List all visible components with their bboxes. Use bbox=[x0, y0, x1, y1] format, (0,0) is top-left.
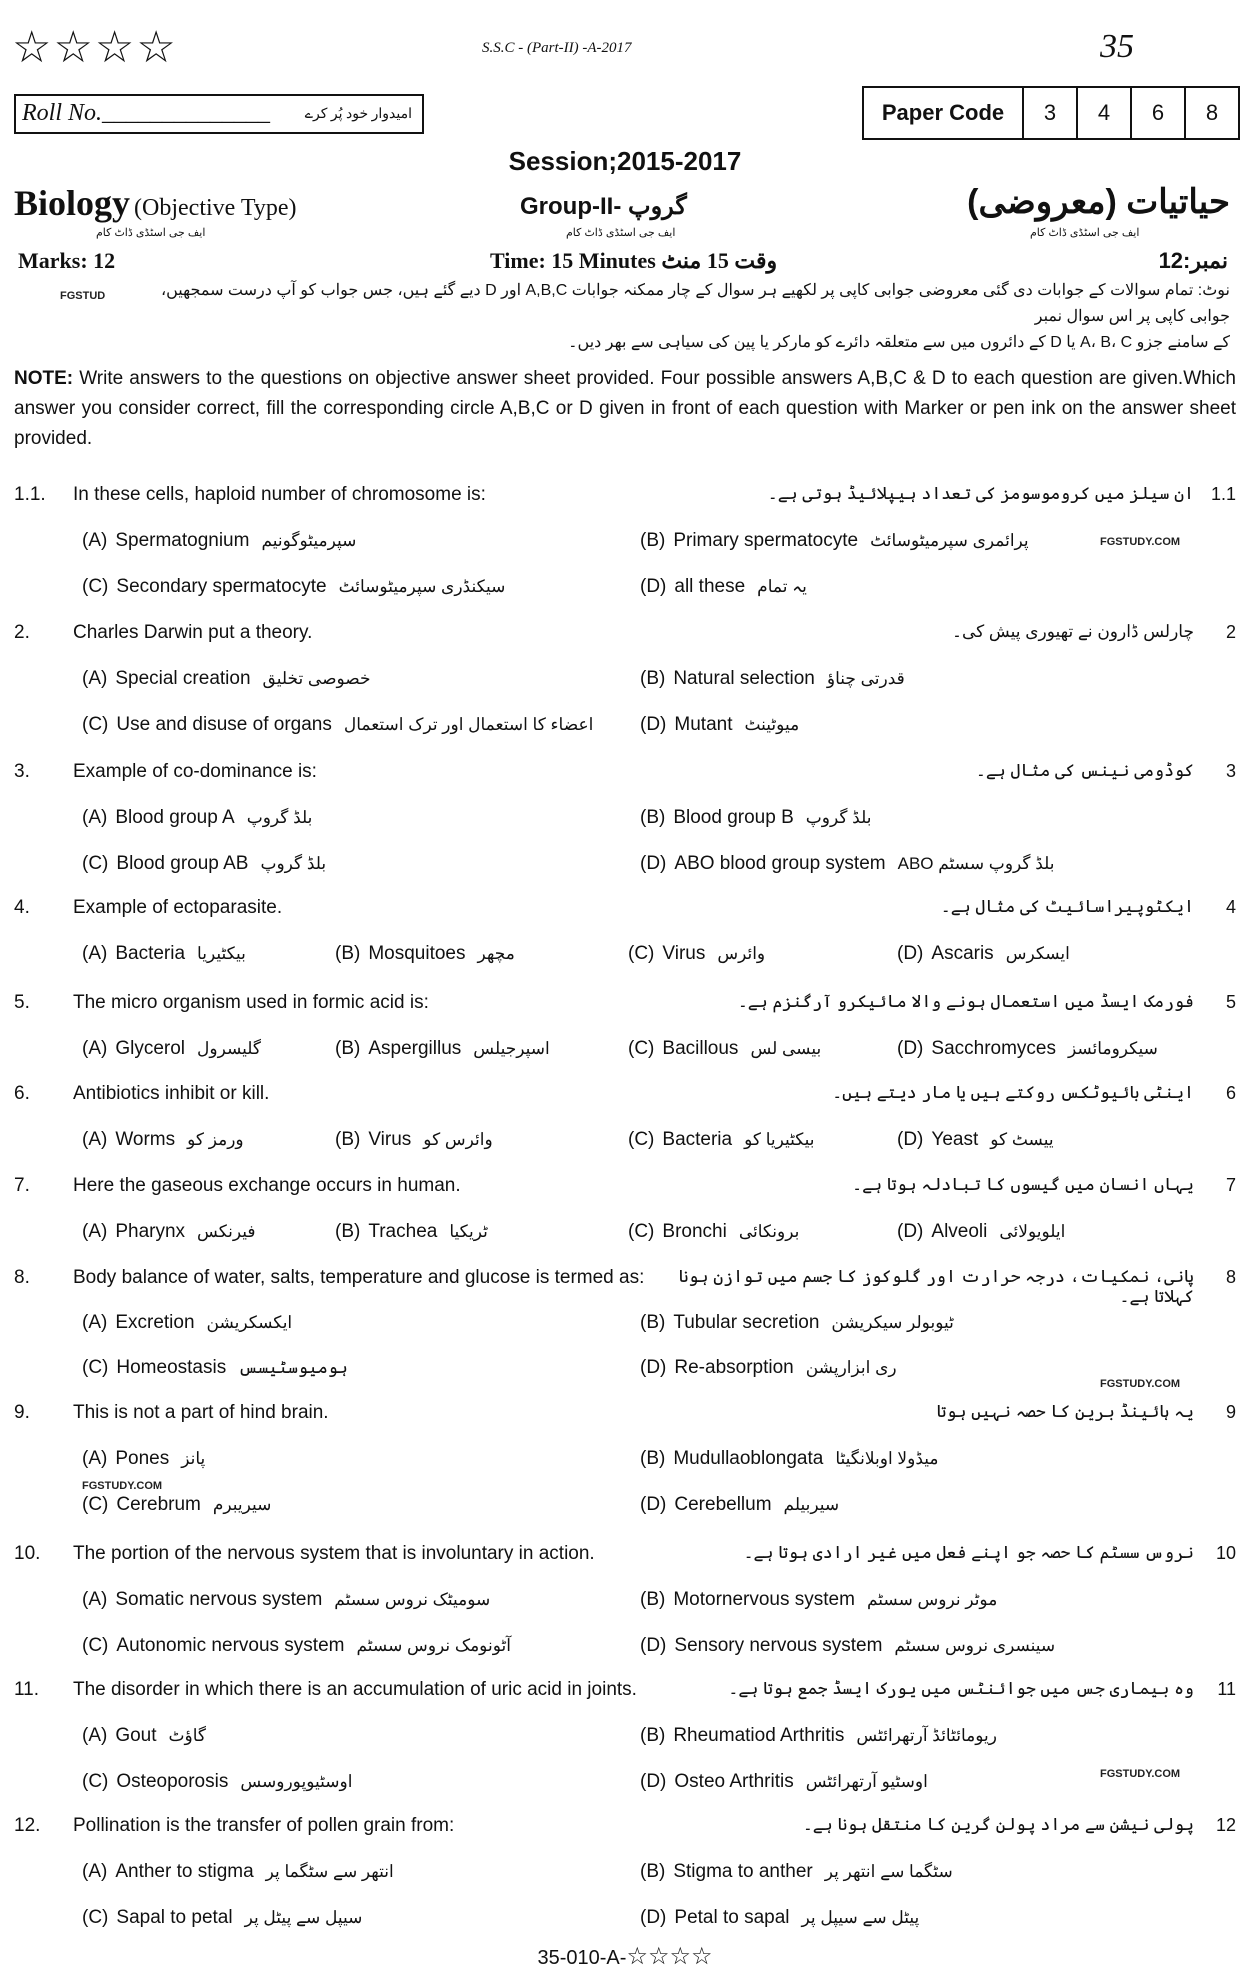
option-text: Autonomic nervous system bbox=[116, 1635, 345, 1656]
question-number: 7. bbox=[14, 1175, 30, 1196]
footer-stars: ☆☆☆☆ bbox=[626, 1942, 713, 1970]
option-text: Somatic nervous system bbox=[115, 1589, 323, 1610]
question-number: 8. bbox=[14, 1267, 30, 1288]
question-text-urdu: یہاں انسان میں گیسوں کا تبادلہ ہوتا ہے۔ bbox=[852, 1175, 1194, 1194]
option-text: Motornervous system bbox=[673, 1589, 855, 1610]
option-text-urdu: بلڈ گروپ bbox=[805, 808, 872, 827]
option-text: Petal to sapal bbox=[674, 1907, 790, 1928]
option-d bbox=[640, 853, 1055, 875]
option-c bbox=[82, 714, 593, 736]
option-label: (C) bbox=[82, 853, 109, 874]
question-text: Charles Darwin put a theory. bbox=[73, 622, 313, 643]
session: Session;2015-2017 bbox=[508, 146, 742, 176]
option-label: (B) bbox=[335, 1038, 361, 1059]
option-text: Pharynx bbox=[115, 1221, 186, 1242]
option-d bbox=[640, 1635, 1055, 1657]
footer-code bbox=[0, 1942, 1250, 1970]
option-text: Virus bbox=[662, 943, 706, 964]
option-text-urdu: ٹیوبولر سیکریشن bbox=[831, 1313, 954, 1332]
option-text-urdu: سیپل سے پیٹل پر bbox=[244, 1908, 363, 1927]
subject-urdu: حیاتیات (معروضی) bbox=[967, 183, 1230, 221]
option-text: Stigma to anther bbox=[673, 1861, 813, 1882]
question-number-urdu: 6 bbox=[1225, 1083, 1236, 1103]
subject: Biology bbox=[14, 183, 131, 223]
option-label: (D) bbox=[640, 1907, 667, 1928]
watermark: FGSTUDY.COM bbox=[1100, 536, 1181, 548]
option-b bbox=[640, 807, 871, 829]
stars-mark: ☆☆☆☆ bbox=[12, 22, 178, 73]
question-text-urdu: ان سیلز میں کروموسومز کی تعداد ہیپلائیڈ ہوتی ہے۔ bbox=[767, 484, 1194, 503]
question-4 bbox=[0, 897, 1250, 919]
option-b bbox=[640, 1312, 954, 1334]
option-text: Bronchi bbox=[662, 1221, 727, 1242]
option-a bbox=[82, 1038, 261, 1060]
watermark: FGSTUDY.COM bbox=[1100, 1768, 1181, 1780]
option-text: Bacteria bbox=[662, 1129, 733, 1150]
option-d bbox=[640, 576, 807, 598]
question-text-urdu: پانی، نمکیات، درجہ حرارت اور گلوکوز کا جسم میں توازن ہونا کہلاتا ہے۔ bbox=[678, 1267, 1194, 1306]
option-label: (A) bbox=[82, 943, 108, 964]
option-label: (A) bbox=[82, 807, 108, 828]
question-text: This is not a part of hind brain. bbox=[73, 1402, 329, 1423]
option-text: Excretion bbox=[115, 1312, 195, 1333]
option-text: Special creation bbox=[115, 668, 251, 689]
option-text: Alveoli bbox=[931, 1221, 988, 1242]
option-text: all these bbox=[674, 576, 746, 597]
option-label: (B) bbox=[640, 1861, 666, 1882]
option-text-urdu: پرائمری سپرمیٹوسائٹ bbox=[870, 531, 1029, 550]
option-label: (C) bbox=[628, 1129, 655, 1150]
option-c bbox=[628, 943, 765, 965]
option-text-urdu: سیربیلم bbox=[783, 1495, 840, 1514]
option-label: (C) bbox=[82, 1907, 109, 1928]
option-text: Aspergillus bbox=[368, 1038, 462, 1059]
option-label: (A) bbox=[82, 1221, 108, 1242]
roll-number-box[interactable] bbox=[14, 94, 424, 134]
question-number: 1.1. bbox=[14, 484, 46, 505]
option-label: (C) bbox=[628, 943, 655, 964]
option-label: (D) bbox=[640, 576, 667, 597]
question-number: 12. bbox=[14, 1815, 41, 1836]
option-text-urdu: ورمز کو bbox=[187, 1130, 244, 1149]
option-text: Osteo Arthritis bbox=[674, 1771, 794, 1792]
handwritten-mark: 35 bbox=[1100, 28, 1134, 65]
option-text-urdu: قدرتی چناؤ bbox=[826, 669, 905, 688]
note-urdu-line-2: کے سامنے جزو A، B، C یا D کے دائروں میں سے متعلقہ دائرے کو مارکر یا پین کی سیاہی سے بھر دیں۔ bbox=[568, 334, 1230, 351]
option-c bbox=[82, 1771, 352, 1793]
question-text-urdu: یہ ہائینڈ برین کا حصہ نہیں ہوتا bbox=[936, 1402, 1194, 1421]
option-d bbox=[640, 1357, 897, 1379]
option-text-urdu: سیکنڈری سپرمیٹوسائٹ bbox=[338, 577, 506, 596]
option-label: (D) bbox=[640, 1771, 667, 1792]
option-text: Glycerol bbox=[115, 1038, 186, 1059]
option-label: (B) bbox=[640, 1589, 666, 1610]
question-3 bbox=[0, 761, 1250, 783]
option-text: Worms bbox=[115, 1129, 176, 1150]
option-c bbox=[82, 853, 326, 875]
question-number-urdu: 4 bbox=[1225, 897, 1236, 917]
option-text-urdu: سیکرومائسز bbox=[1068, 1039, 1158, 1058]
paper-type: (Objective Type) bbox=[134, 195, 297, 221]
option-text-urdu: ییسٹ کو bbox=[990, 1130, 1054, 1149]
option-text-urdu: ABO بلڈ گروپ سسٹم bbox=[897, 854, 1055, 873]
option-label: (B) bbox=[640, 1725, 666, 1746]
option-text-urdu: وائرس bbox=[717, 944, 766, 963]
option-label: (C) bbox=[82, 576, 109, 597]
question-text-urdu: ایکٹوپیراسائیٹ کی مثال ہے۔ bbox=[940, 897, 1194, 916]
option-a bbox=[82, 1589, 490, 1611]
note-urdu bbox=[150, 278, 1230, 356]
option-label: (D) bbox=[897, 1221, 924, 1242]
question-1 bbox=[0, 484, 1250, 506]
option-text-urdu: پیٹل سے سیپل پر bbox=[801, 1908, 920, 1927]
option-b bbox=[335, 1221, 488, 1243]
question-number: 11. bbox=[14, 1679, 40, 1700]
option-text-urdu: ہومیوسٹیسس bbox=[238, 1358, 348, 1377]
option-a bbox=[82, 1129, 244, 1151]
option-label: (C) bbox=[82, 1494, 109, 1515]
option-text-urdu: برونکائی bbox=[738, 1222, 800, 1241]
question-number-urdu: 5 bbox=[1225, 992, 1236, 1012]
option-text-urdu: سٹگما سے انتھر پر bbox=[824, 1862, 953, 1881]
option-text-urdu: میوٹینٹ bbox=[744, 715, 800, 734]
question-number-urdu: 3 bbox=[1225, 761, 1236, 781]
option-label: (C) bbox=[82, 1357, 109, 1378]
option-text-urdu: بیسی لس bbox=[750, 1039, 822, 1058]
option-text: Sensory nervous system bbox=[674, 1635, 883, 1656]
option-d bbox=[897, 1221, 1065, 1243]
option-label: (C) bbox=[82, 1771, 109, 1792]
option-text: Cerebellum bbox=[674, 1494, 772, 1515]
option-b bbox=[335, 943, 515, 965]
option-text: Sapal to petal bbox=[116, 1907, 233, 1928]
option-b bbox=[640, 1589, 997, 1611]
option-text: Bacteria bbox=[115, 943, 186, 964]
question-8 bbox=[0, 1267, 1250, 1307]
option-label: (A) bbox=[82, 668, 108, 689]
option-text-urdu: ری ابزارپشن bbox=[805, 1358, 897, 1377]
question-number-urdu: 2 bbox=[1225, 622, 1236, 642]
option-text-urdu: میڈولا اوبلانگیٹا bbox=[835, 1449, 939, 1468]
option-text-urdu: ایسکرس bbox=[1005, 944, 1070, 963]
option-label: (A) bbox=[82, 1312, 108, 1333]
question-text: The micro organism used in formic acid is: bbox=[73, 992, 429, 1013]
option-d bbox=[640, 1771, 928, 1793]
option-label: (C) bbox=[628, 1038, 655, 1059]
question-text: Antibiotics inhibit or kill. bbox=[73, 1083, 270, 1104]
option-label: (D) bbox=[897, 1038, 924, 1059]
option-text: Ascaris bbox=[931, 943, 994, 964]
option-text: Blood group AB bbox=[116, 853, 249, 874]
option-text: Mudullaoblongata bbox=[673, 1448, 824, 1469]
subject-title bbox=[14, 182, 297, 224]
option-text-urdu: مچھر bbox=[477, 944, 515, 963]
roll-urdu-label: امیدوار خود پُر کرے bbox=[304, 107, 412, 122]
option-text: Osteoporosis bbox=[116, 1771, 229, 1792]
option-text: Spermatognium bbox=[115, 530, 250, 551]
option-text-urdu: بیکٹیریا bbox=[197, 944, 246, 963]
option-text: Rheumatiod Arthritis bbox=[673, 1725, 845, 1746]
question-text: The portion of the nervous system that is involuntary in action. bbox=[73, 1543, 595, 1564]
paper-code-digit: 8 bbox=[1184, 88, 1238, 138]
option-label: (D) bbox=[897, 1129, 924, 1150]
paper-code-box bbox=[862, 86, 1240, 140]
option-text-urdu: ایکسکریشن bbox=[206, 1313, 293, 1332]
option-d bbox=[897, 1038, 1158, 1060]
option-text: Blood group A bbox=[115, 807, 235, 828]
option-b bbox=[640, 1725, 997, 1747]
question-10 bbox=[0, 1543, 1250, 1565]
option-text-urdu: گلیسرول bbox=[197, 1039, 261, 1058]
question-text-urdu: نروس سسٹم کا حصہ جو اپنے فعل میں غیر ارادی ہوتا ہے۔ bbox=[743, 1543, 1194, 1562]
watermark-urdu: ایف جی اسٹڈی ڈاٹ کام bbox=[566, 227, 676, 239]
option-a bbox=[82, 1448, 205, 1470]
option-label: (D) bbox=[640, 1635, 667, 1656]
watermark-urdu: ایف جی اسٹڈی ڈاٹ کام bbox=[1030, 227, 1140, 239]
watermark-urdu: ایف جی اسٹڈی ڈاٹ کام bbox=[96, 227, 206, 239]
option-text: Gout bbox=[115, 1725, 157, 1746]
question-text-urdu: پولی نیشن سے مراد پولن گرین کا منتقل ہونا ہے۔ bbox=[802, 1815, 1194, 1834]
option-label: (B) bbox=[335, 1129, 361, 1150]
option-text-urdu: فیرنکس bbox=[197, 1222, 256, 1241]
paper-code-digit: 6 bbox=[1130, 88, 1184, 138]
option-text-urdu: یہ تمام bbox=[757, 577, 807, 596]
option-a bbox=[82, 530, 356, 552]
option-text-urdu: ایلویولائی bbox=[999, 1222, 1066, 1241]
question-number: 10. bbox=[14, 1543, 41, 1564]
question-number-urdu: 8 bbox=[1225, 1267, 1236, 1287]
option-text: Primary spermatocyte bbox=[673, 530, 859, 551]
option-text-urdu: پانز bbox=[181, 1449, 206, 1468]
option-a bbox=[82, 943, 246, 965]
option-text-urdu: وائرس کو bbox=[423, 1130, 493, 1149]
option-a bbox=[82, 1312, 292, 1334]
option-a bbox=[82, 807, 312, 829]
option-text-urdu: خصوصی تخلیق bbox=[262, 669, 371, 688]
option-c bbox=[82, 1907, 362, 1929]
question-2 bbox=[0, 622, 1250, 644]
question-number: 5. bbox=[14, 992, 30, 1013]
watermark: FGSTUD bbox=[60, 290, 106, 302]
question-6 bbox=[0, 1083, 1250, 1105]
paper-code-digit: 4 bbox=[1076, 88, 1130, 138]
group: Group-II- گروپ bbox=[520, 193, 687, 220]
option-a bbox=[82, 1725, 206, 1747]
option-text: Trachea bbox=[368, 1221, 438, 1242]
roll-label: Roll No.______________ bbox=[22, 100, 271, 126]
paper-code-digit: 3 bbox=[1022, 88, 1076, 138]
option-text-urdu: موٹر نروس سسٹم bbox=[866, 1590, 998, 1609]
option-label: (A) bbox=[82, 1861, 108, 1882]
option-c bbox=[82, 1494, 271, 1516]
option-c bbox=[628, 1038, 821, 1060]
option-label: (D) bbox=[640, 714, 667, 735]
option-label: (C) bbox=[82, 1635, 109, 1656]
option-text: Virus bbox=[368, 1129, 412, 1150]
option-label: (B) bbox=[335, 1221, 361, 1242]
question-number: 6. bbox=[14, 1083, 30, 1104]
option-a bbox=[82, 1861, 394, 1883]
option-b bbox=[335, 1038, 550, 1060]
option-label: (A) bbox=[82, 1038, 108, 1059]
question-text: Pollination is the transfer of pollen grain from: bbox=[73, 1815, 455, 1836]
option-text: Tubular secretion bbox=[673, 1312, 820, 1333]
note-english bbox=[14, 364, 1236, 454]
paper-code-label: Paper Code bbox=[881, 100, 1005, 125]
option-text-urdu: سومیٹک نروس سسٹم bbox=[334, 1590, 491, 1609]
option-label: (D) bbox=[640, 1357, 667, 1378]
option-text-urdu: بیکٹیریا کو bbox=[744, 1130, 815, 1149]
option-text-urdu: ریومائٹائڈ آرتھرائٹس bbox=[856, 1726, 997, 1745]
option-label: (A) bbox=[82, 1129, 108, 1150]
question-5 bbox=[0, 992, 1250, 1014]
note-urdu-line-1: نوٹ: تمام سوالات کے جوابات دی گئی معروضی جوابی کاپی پر لکھیے ہر سوال کے چار ممکنہ جوابات A,B,C اور D دیے گئے ہیں، جس جواب کو آپ درست سمجھیں، جوابی کاپی پر اس سوال نمبر bbox=[160, 282, 1230, 325]
question-9 bbox=[0, 1402, 1250, 1424]
question-number: 3. bbox=[14, 761, 30, 782]
question-number: 9. bbox=[14, 1402, 30, 1423]
option-text-urdu: بلڈ گروپ bbox=[246, 808, 313, 827]
option-c bbox=[82, 1357, 348, 1379]
option-a bbox=[82, 668, 371, 690]
option-text: Anther to stigma bbox=[115, 1861, 254, 1882]
option-text: ABO blood group system bbox=[674, 853, 886, 874]
option-d bbox=[640, 1494, 839, 1516]
option-text-urdu: اوسٹیو آرتھرائٹس bbox=[805, 1772, 928, 1791]
option-b bbox=[640, 1861, 953, 1883]
question-text-urdu: چارلس ڈارون نے تھیوری پیش کی۔ bbox=[951, 622, 1194, 641]
marks: Marks: 12 bbox=[18, 248, 116, 273]
option-text-urdu: سیریبرم bbox=[212, 1495, 272, 1514]
option-text-urdu: بلڈ گروپ bbox=[260, 854, 327, 873]
option-label: (A) bbox=[82, 530, 108, 551]
option-text-urdu: انتھر سے سٹگما پر bbox=[265, 1862, 394, 1881]
option-label: (B) bbox=[640, 1312, 666, 1333]
question-number: 2. bbox=[14, 622, 30, 643]
option-label: (A) bbox=[82, 1448, 108, 1469]
note-label: NOTE: bbox=[14, 368, 74, 389]
option-label: (B) bbox=[335, 943, 361, 964]
option-c bbox=[628, 1221, 799, 1243]
option-d bbox=[640, 1907, 919, 1929]
option-text: Cerebrum bbox=[116, 1494, 201, 1515]
question-number-urdu: 1.1 bbox=[1210, 484, 1236, 504]
option-label: (B) bbox=[640, 668, 666, 689]
option-text: Use and disuse of organs bbox=[116, 714, 332, 735]
question-text: The disorder in which there is an accumulation of uric acid in joints. bbox=[73, 1679, 637, 1700]
option-text: Yeast bbox=[931, 1129, 979, 1150]
question-text-urdu: اینٹی بائیوٹکس روکتے ہیں یا مار دیتے ہیں۔ bbox=[832, 1083, 1194, 1102]
option-b bbox=[640, 668, 905, 690]
watermark: FGSTUDY.COM bbox=[82, 1480, 163, 1492]
time: Time: 15 Minutes وقت 15 منٹ bbox=[490, 248, 778, 273]
option-text: Homeostasis bbox=[116, 1357, 227, 1378]
question-text: Example of co-dominance is: bbox=[73, 761, 317, 782]
option-text-urdu: اعضاء کا استعمال اور ترک استعمال bbox=[343, 715, 594, 734]
option-text: Pones bbox=[115, 1448, 170, 1469]
option-text: Blood group B bbox=[673, 807, 794, 828]
question-7 bbox=[0, 1175, 1250, 1197]
option-label: (B) bbox=[640, 807, 666, 828]
option-text: Mutant bbox=[674, 714, 733, 735]
question-number-urdu: 9 bbox=[1225, 1402, 1236, 1422]
question-number: 4. bbox=[14, 897, 30, 918]
option-b bbox=[640, 530, 1029, 552]
question-number-urdu: 10 bbox=[1215, 1543, 1236, 1563]
option-label: (B) bbox=[640, 530, 666, 551]
question-text: Body balance of water, salts, temperature and glucose is termed as: bbox=[73, 1267, 645, 1288]
option-c bbox=[628, 1129, 815, 1151]
option-b bbox=[640, 1448, 939, 1470]
option-text-urdu: سپرمیٹوگونیم bbox=[261, 531, 357, 550]
option-label: (B) bbox=[640, 1448, 666, 1469]
option-text-urdu: گاؤٹ bbox=[168, 1726, 207, 1745]
option-label: (D) bbox=[897, 943, 924, 964]
option-c bbox=[82, 576, 505, 598]
question-text-urdu: وہ بیماری جس میں جوائنٹس میں یورک ایسڈ جمع ہوتا ہے۔ bbox=[728, 1679, 1194, 1698]
option-text-urdu: سینسری نروس سسٹم bbox=[894, 1636, 1056, 1655]
option-label: (C) bbox=[82, 714, 109, 735]
option-text: Bacillous bbox=[662, 1038, 739, 1059]
question-11 bbox=[0, 1679, 1250, 1701]
option-b bbox=[335, 1129, 493, 1151]
note-text: Write answers to the questions on objective answer sheet provided. Four possible answers A,B,C & D to each question are given.Which answer you consider correct, fill the corresponding circle A,B,C or D given in front of each question with Marker or pen ink on the answer sheet provided. bbox=[14, 368, 1236, 449]
option-text-urdu: اوسٹیوپوروسس bbox=[240, 1772, 353, 1791]
option-text: Mosquitoes bbox=[368, 943, 466, 964]
option-text: Re-absorption bbox=[674, 1357, 794, 1378]
option-text: Natural selection bbox=[673, 668, 815, 689]
option-text-urdu: اسپرجیلس bbox=[473, 1039, 550, 1058]
question-text: In these cells, haploid number of chromosome is: bbox=[73, 484, 486, 505]
option-label: (D) bbox=[640, 853, 667, 874]
question-number-urdu: 11 bbox=[1217, 1679, 1236, 1699]
option-d bbox=[897, 1129, 1054, 1151]
footer-code-text: 35-010-A- bbox=[537, 1947, 627, 1969]
marks-urdu: نمبر:12 bbox=[1158, 248, 1228, 273]
question-number-urdu: 7 bbox=[1225, 1175, 1236, 1195]
question-number-urdu: 12 bbox=[1215, 1815, 1236, 1835]
option-label: (C) bbox=[628, 1221, 655, 1242]
option-label: (D) bbox=[640, 1494, 667, 1515]
option-text: Secondary spermatocyte bbox=[116, 576, 327, 597]
option-d bbox=[640, 714, 799, 736]
question-text-urdu: کوڈومی نینس کی مثال ہے۔ bbox=[975, 761, 1194, 780]
option-text-urdu: ٹریکیا bbox=[449, 1222, 488, 1241]
option-label: (A) bbox=[82, 1589, 108, 1610]
option-d bbox=[897, 943, 1070, 965]
option-label: (A) bbox=[82, 1725, 108, 1746]
question-12 bbox=[0, 1815, 1250, 1837]
option-text: Sacchromyces bbox=[931, 1038, 1056, 1059]
option-a bbox=[82, 1221, 255, 1243]
question-text: Here the gaseous exchange occurs in human. bbox=[73, 1175, 461, 1196]
question-text-urdu: فورمک ایسڈ میں استعمال ہونے والا مائیکرو آرگنزم ہے۔ bbox=[737, 992, 1194, 1011]
exam-title: S.S.C - (Part-II) -A-2017 bbox=[482, 40, 632, 56]
watermark: FGSTUDY.COM bbox=[1100, 1378, 1181, 1390]
question-text: Example of ectoparasite. bbox=[73, 897, 283, 918]
option-c bbox=[82, 1635, 511, 1657]
option-text-urdu: آٹونومک نروس سسٹم bbox=[356, 1636, 511, 1655]
